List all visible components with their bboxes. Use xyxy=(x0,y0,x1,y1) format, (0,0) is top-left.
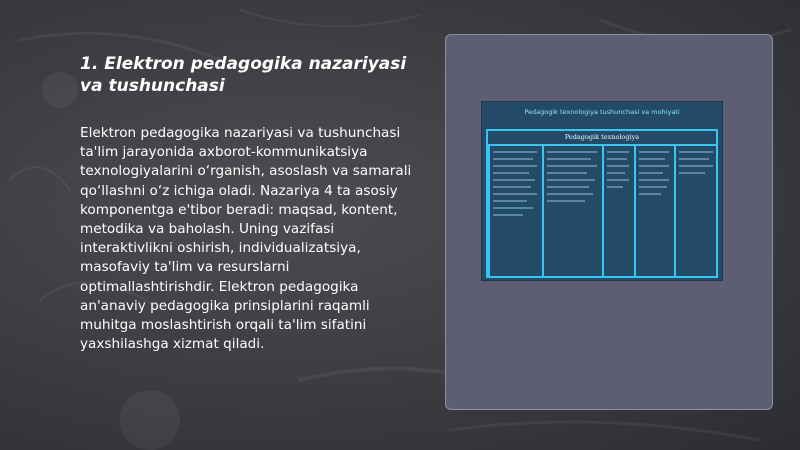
figure-column xyxy=(674,146,718,276)
figure-column xyxy=(634,146,674,276)
slide-body-text: Elektron pedagogika nazariyasi va tushunchasi ta'lim jarayonida axborot-kommunikatsiya texnologiyalarini o‘rganish, asoslash va samarali qo‘llashni o‘z ichiga oladi. Nazariya 4 ta asosiy komponentga e'tibor beradi: maqsad, kontent, metodika va baholash. Uning vazifasi interaktivlikni oshirish, individualizatsiya, masofaviy ta'lim va resurslarni optimallashtirishdir. Elektron pedagogika an'anaviy pedagogika prinsiplarini raqamli muhitga moslashtirish orqali ta'lim sifatini yaxshilashga xizmat qiladi. xyxy=(80,125,412,353)
figure-header: Pedagogik texnologiya tushunchasi va mohiyati xyxy=(524,108,680,116)
figure-table-title: Pedagogik texnologiya xyxy=(488,131,716,146)
figure-column xyxy=(488,146,542,276)
figure-column xyxy=(602,146,634,276)
figure-column xyxy=(542,146,602,276)
embedded-figure xyxy=(481,101,723,281)
figure-table xyxy=(486,129,718,278)
slide-title: 1. Elektron pedagogika nazariyasi va tushunchasi xyxy=(80,54,407,96)
